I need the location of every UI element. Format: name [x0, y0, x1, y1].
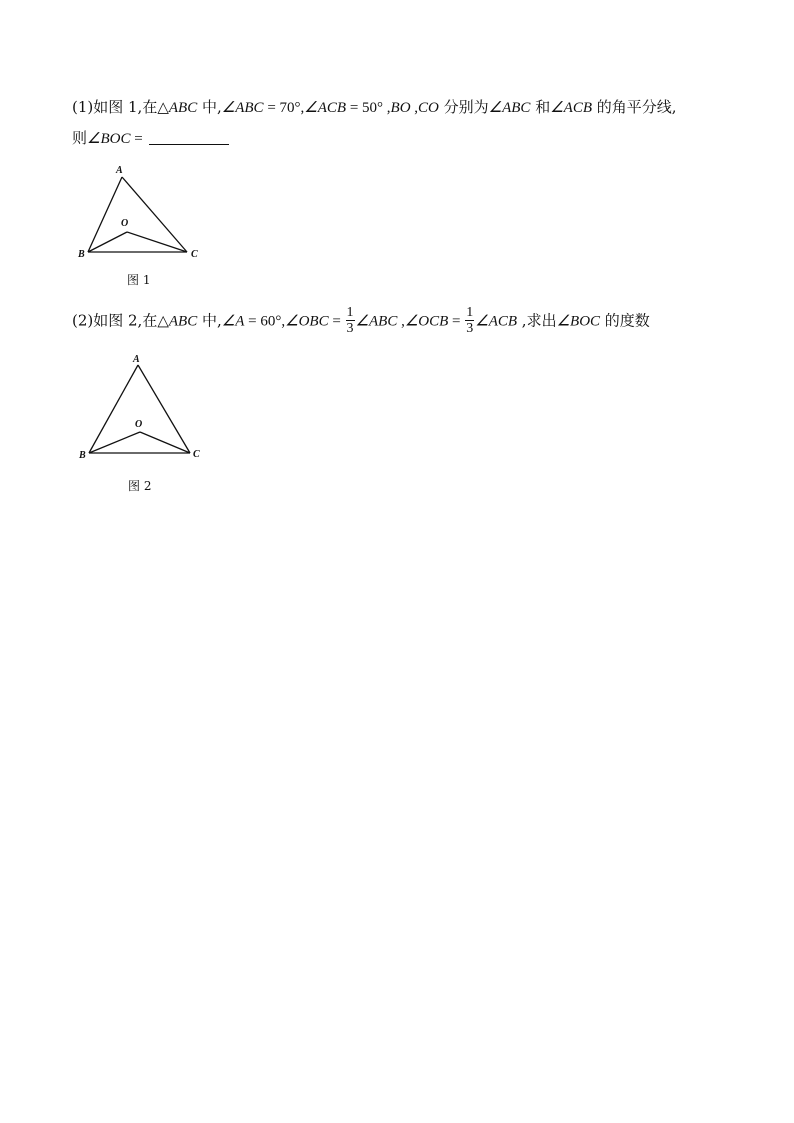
angle-obc: ∠OBC [285, 313, 329, 330]
segment-bo-line [88, 232, 127, 252]
equals-sign: = [130, 131, 147, 147]
angle-a-value: = 60°, [244, 313, 286, 330]
figure-2-diagram [72, 350, 212, 465]
question-2-number: (2) [72, 311, 94, 330]
triangle-name: ABC [168, 100, 198, 116]
vertex-label-b: B [79, 450, 86, 461]
triangle-symbol: △ [157, 100, 169, 116]
angle-boc: ∠BOC [556, 313, 601, 330]
question-2-intro: 如图 2,在 [93, 311, 158, 330]
segment-bo: BO [390, 100, 411, 116]
fraction-numerator: 1 [466, 305, 474, 320]
angle-acb-ref: ∠ACB [550, 100, 592, 116]
equals-sign: = [328, 313, 345, 330]
figure-1 [72, 158, 212, 268]
segment-co-line [140, 432, 190, 453]
question-1-text [72, 97, 677, 118]
point-label-o: O [121, 218, 129, 229]
question-2-degree: 的度数 [600, 311, 650, 330]
angle-abc-value: = 70°, [263, 100, 305, 116]
side-ac [138, 365, 190, 453]
question-1-intro: 如图 1,在 [93, 98, 158, 116]
figure-1-diagram [72, 158, 212, 268]
question-1-and: 和 [530, 98, 551, 116]
question-1-respectively: 分别为 [438, 98, 489, 116]
vertex-label-a: A [116, 165, 123, 176]
triangle-symbol: △ [157, 313, 169, 330]
fraction-denominator: 3 [346, 321, 354, 336]
segment-bo-line [89, 432, 140, 453]
question-1-in: 中, [197, 98, 222, 116]
angle-boc: ∠BOC [87, 131, 131, 147]
fraction-denominator: 3 [466, 321, 474, 336]
vertex-label-b: B [78, 249, 85, 260]
answer-blank[interactable] [149, 130, 229, 145]
figure-1-caption: 图 1 [127, 273, 151, 287]
fraction-one-third [346, 305, 355, 336]
triangle-name: ABC [168, 313, 198, 330]
side-ab [89, 365, 138, 453]
segment-co: CO [418, 100, 439, 116]
question-1-number: (1) [72, 98, 94, 116]
question-1-then: 则 [72, 129, 88, 147]
angle-abc: ∠ABC [221, 100, 264, 116]
separator-comma: , [397, 313, 405, 330]
vertex-label-c: C [193, 449, 200, 460]
vertex-label-c: C [191, 249, 198, 260]
fraction-one-third-2 [465, 305, 474, 336]
vertex-label-a: A [133, 354, 140, 365]
fraction-numerator: 1 [346, 305, 354, 320]
angle-ocb: ∠OCB [404, 313, 449, 330]
angle-acb: ∠ACB [475, 313, 518, 330]
point-label-o: O [135, 419, 143, 430]
question-2-text [72, 306, 650, 337]
equals-sign-2: = [448, 313, 465, 330]
separator-comma: , [410, 100, 419, 116]
question-2-find: ,求出 [517, 311, 557, 330]
angle-acb: ∠ACB [304, 100, 347, 116]
angle-abc: ∠ABC [355, 313, 398, 330]
figure-2 [72, 350, 212, 465]
side-ab [88, 177, 122, 252]
angle-a: ∠A [221, 313, 245, 330]
figure-2-caption: 图 2 [128, 479, 152, 493]
angle-abc-ref: ∠ABC [488, 100, 531, 116]
question-2-in: 中, [197, 311, 222, 330]
question-1-bisector: 的角平分线, [592, 98, 677, 116]
question-1-answer-line [72, 128, 229, 149]
angle-acb-value: = 50° , [346, 100, 391, 116]
